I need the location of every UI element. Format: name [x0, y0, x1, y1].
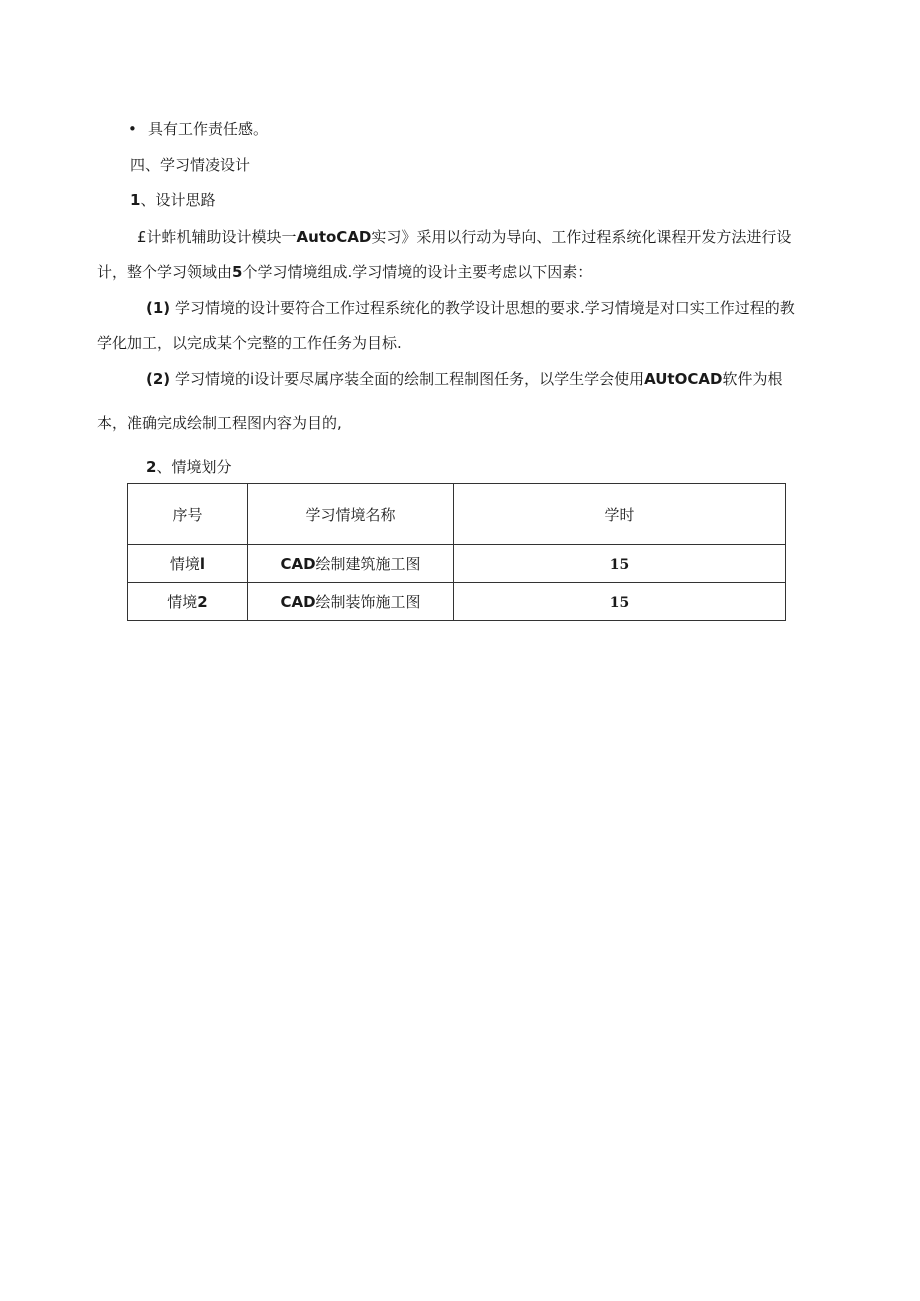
text-run: £计蚱机辅助设计模块一 — [137, 228, 297, 246]
text-run: 计，整个学习领域由 — [97, 263, 233, 281]
table-header-row — [128, 484, 786, 545]
item-text: 软件为根 — [722, 370, 783, 388]
cell-name: CAD绘制建筑施工图 — [248, 545, 454, 583]
text-run-bold: AUtOCAD — [644, 370, 723, 388]
cell-hours: 15 — [454, 583, 786, 621]
paragraph-line — [137, 227, 791, 247]
subheading-text: 、设计思路 — [140, 191, 216, 209]
subheading-number: 1 — [130, 191, 141, 209]
text-run-bold: 5 — [232, 263, 243, 281]
bullet-icon: • — [128, 120, 137, 138]
list-item-1 — [146, 298, 795, 318]
header-name: 学习情境名称 — [248, 484, 454, 545]
list-item-2 — [146, 369, 782, 389]
scenario-table — [127, 483, 786, 621]
subheading-text: 、情境划分 — [156, 458, 232, 476]
text-run: 实习》采用以行动为导向、工作过程系统化课程开发方法进行设 — [371, 228, 792, 246]
table-row — [128, 583, 786, 621]
cell-seq: 情境l — [128, 545, 248, 583]
item-number: (1) — [146, 299, 171, 317]
text-run-bold: AutoCAD — [296, 228, 372, 246]
section-heading: 四、学习情凌设计 — [130, 156, 251, 174]
cell-hours: 15 — [454, 545, 786, 583]
cell-name: CAD绘制装饰施工图 — [248, 583, 454, 621]
item-number: (2) — [146, 370, 171, 388]
subheading-design-approach — [130, 190, 215, 210]
table-row — [128, 545, 786, 583]
list-item-1-continued: 学化加工，以完成某个完整的工作任务为目标. — [97, 334, 402, 352]
bullet-text: 具有工作责任感。 — [148, 120, 269, 138]
paragraph-line — [97, 262, 592, 282]
list-item-2-continued: 本，准确完成绘制工程图内容为目的, — [97, 414, 342, 432]
bullet-item — [128, 119, 268, 139]
header-hours: 学时 — [454, 484, 786, 545]
subheading-number: 2 — [146, 458, 157, 476]
header-seq: 序号 — [128, 484, 248, 545]
item-text: 学习情境的i设计要尽属序装全面的绘制工程制图任务，以学生学会使用 — [174, 370, 645, 388]
subheading-scenario-division — [146, 457, 231, 477]
cell-seq: 情境2 — [128, 583, 248, 621]
item-text: 学习情境的设计要符合工作过程系统化的教学设计思想的要求.学习情境是对口实工作过程的教 — [174, 299, 795, 317]
text-run: 个学习情境组成.学习情境的设计主要考虑以下因素： — [242, 263, 593, 281]
